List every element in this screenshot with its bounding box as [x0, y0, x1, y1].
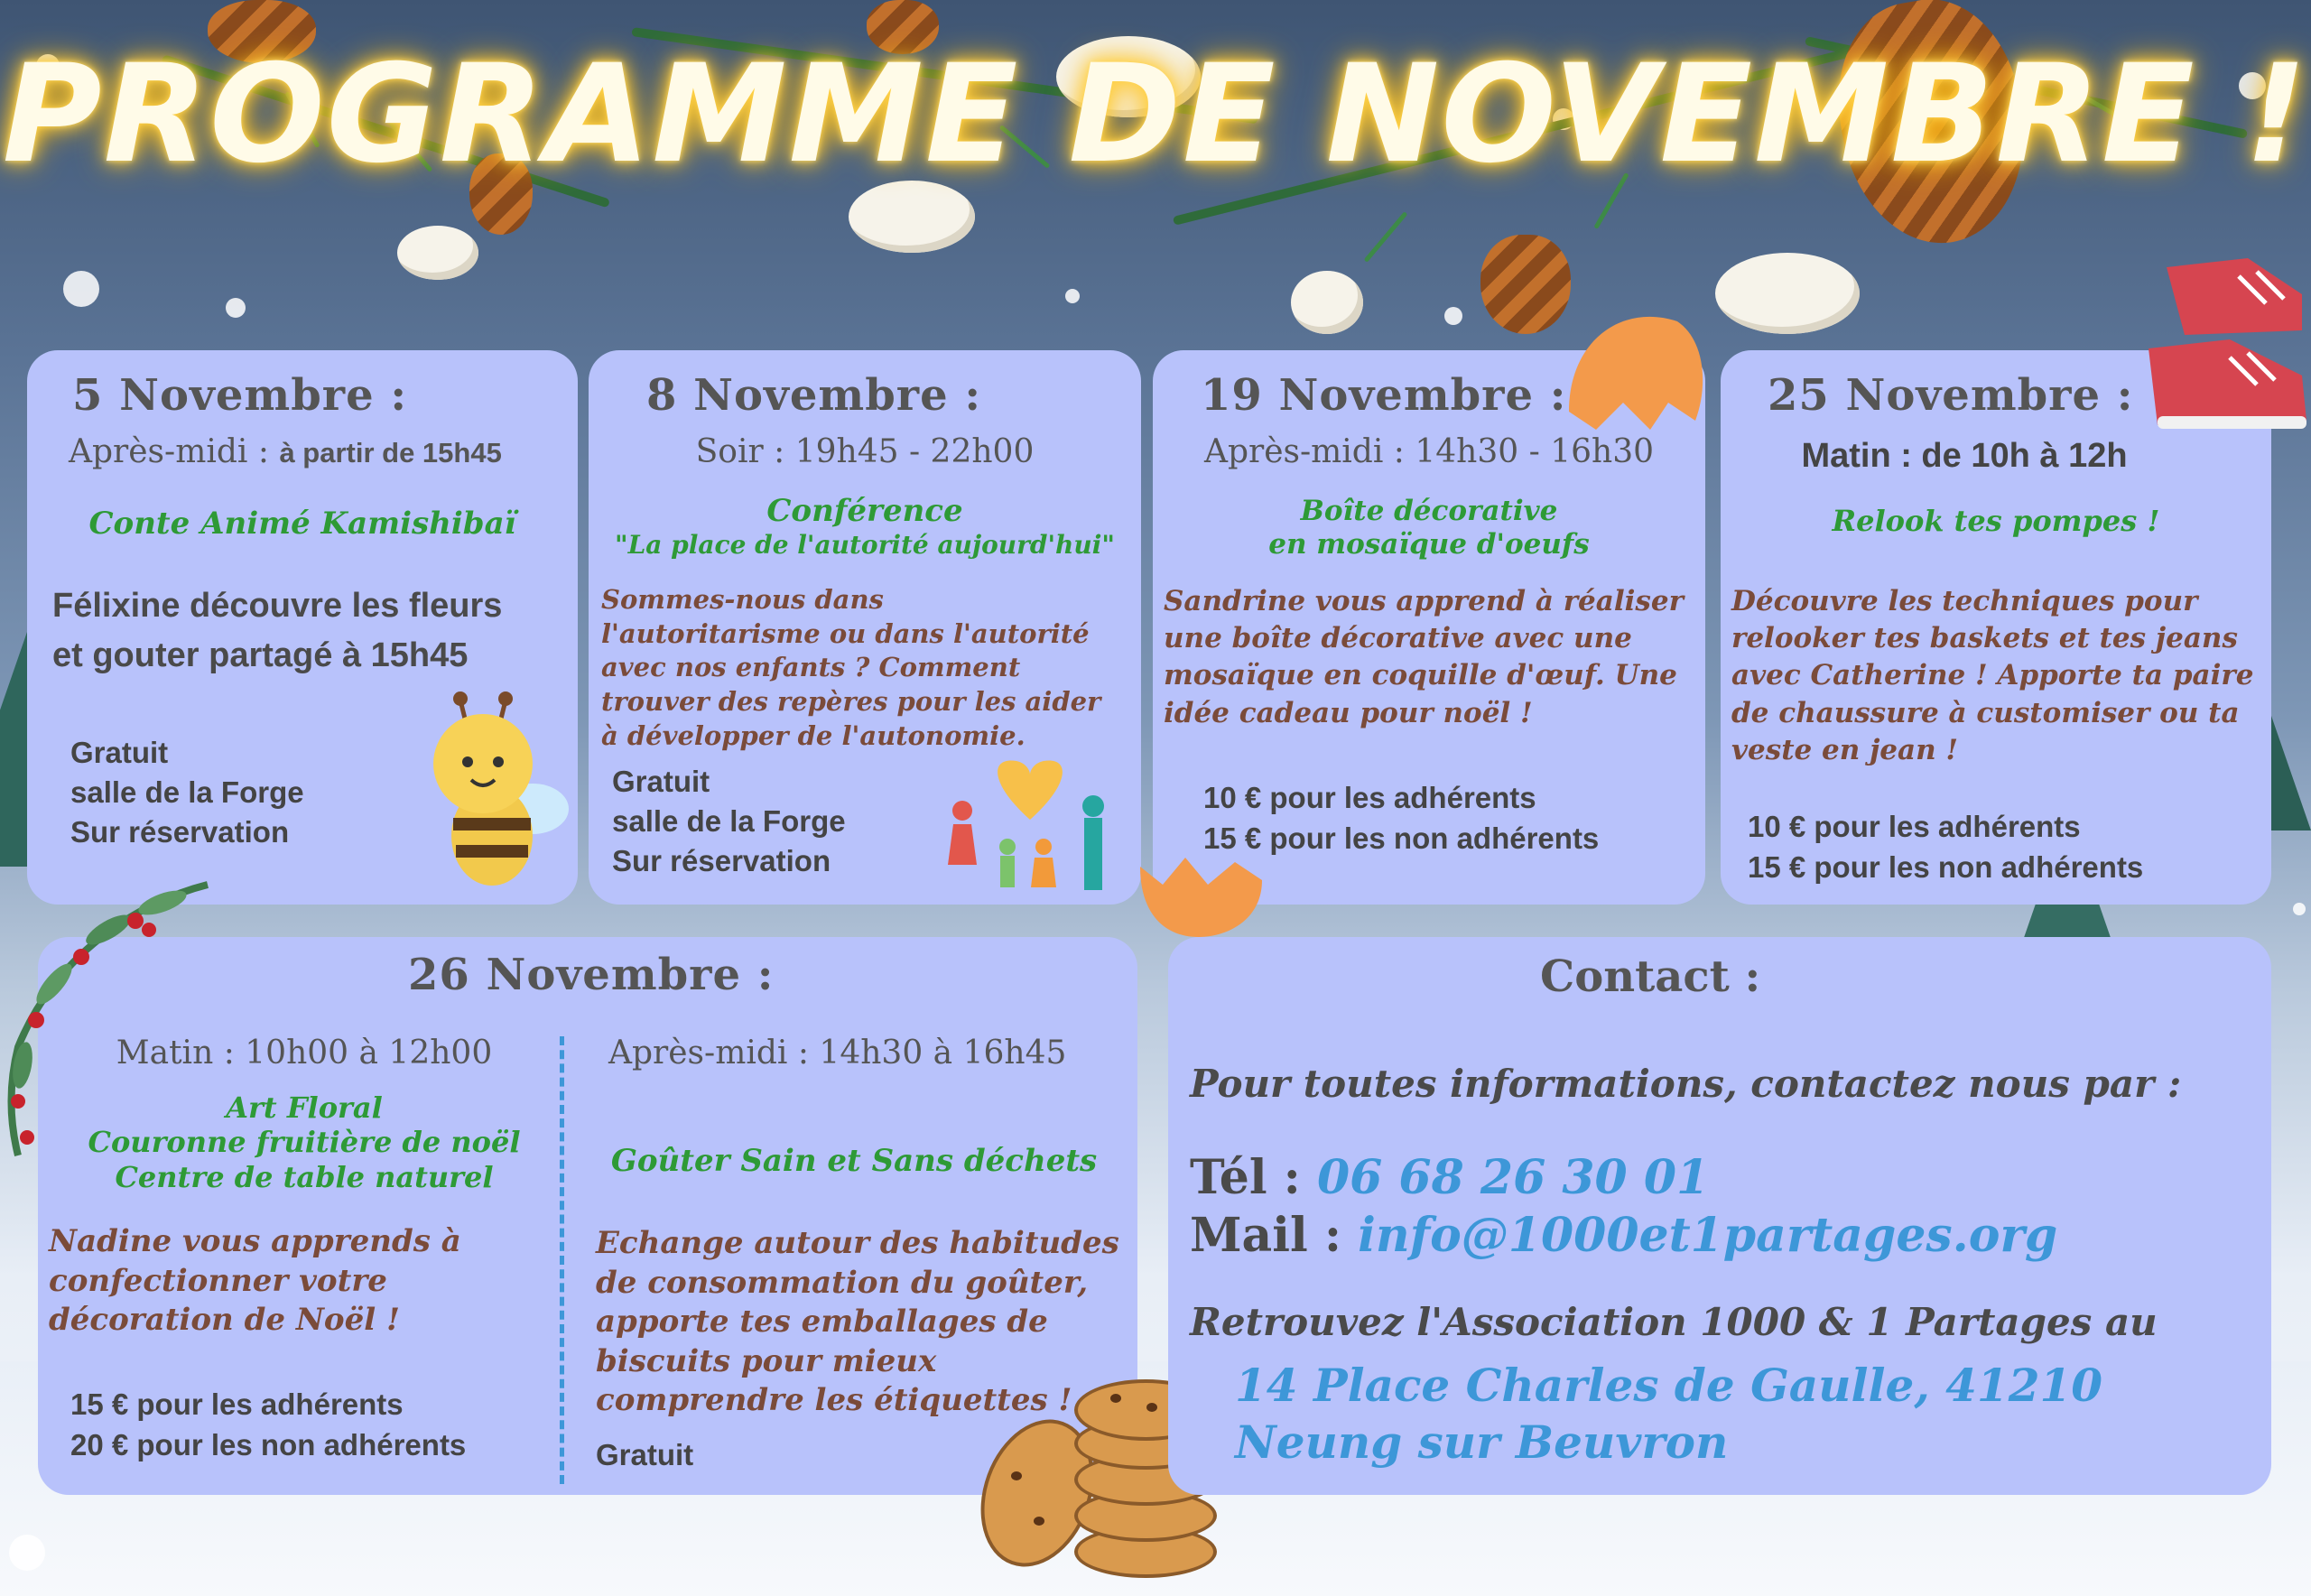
- contact-card: [1168, 937, 2271, 1495]
- event-card-8-nov: [589, 350, 1141, 905]
- description-line: Découvre les techniques pour: [1731, 585, 2198, 617]
- chocolate-chip: [1011, 1471, 1022, 1480]
- description-line: avec nos enfants ? Comment: [601, 652, 1021, 683]
- snow-pile-icon: [1291, 271, 1363, 334]
- activity-line: Couronne fruitière de noël: [88, 1125, 521, 1160]
- afternoon-time: Après-midi : 14h30 à 16h45: [608, 1035, 1067, 1072]
- price-non-member-label: 15 € pour les non adhérents: [1203, 821, 1600, 855]
- activity-line: Centre de table naturel: [115, 1159, 494, 1194]
- activity-line: "La place de l'autorité aujourd'hui": [615, 529, 1115, 560]
- description-line: trouver des repères pour les aider: [601, 686, 1101, 718]
- activity-line: en mosaïque d'oeufs: [1268, 528, 1590, 561]
- description-line: Nadine vous apprends à: [49, 1223, 461, 1259]
- event-description: [601, 583, 1100, 753]
- price-label: Gratuit: [612, 765, 710, 798]
- snowflake-icon: [63, 271, 99, 307]
- event-info: [1748, 807, 2143, 887]
- sneaker-icon: [2130, 249, 2311, 448]
- description-line: Félixine découvre les fleurs: [52, 587, 503, 625]
- family-heart-icon: [935, 756, 1125, 901]
- pine-needle-icon: [1364, 211, 1408, 263]
- description-line: une boîte décorative avec une: [1164, 622, 1632, 655]
- event-time: Matin : de 10h à 12h: [1801, 437, 2128, 475]
- activity-line: Boîte décorative: [1300, 495, 1558, 527]
- event-date: 19 Novembre :: [1201, 370, 1567, 421]
- price-member-label: 15 € pour les adhérents: [70, 1387, 404, 1421]
- event-activity: [589, 493, 1141, 560]
- event-description: [1164, 583, 1684, 732]
- event-time: Soir : 19h45 - 22h00: [695, 433, 1035, 470]
- event-time: Après-midi : 14h30 - 16h30: [1203, 433, 1655, 470]
- contact-title: Contact :: [1540, 951, 1761, 1002]
- snowflake-icon: [2293, 903, 2306, 915]
- price-member-label: 10 € pour les adhérents: [1748, 810, 2081, 843]
- address-line: Neung sur Beuvron: [1235, 1415, 1729, 1469]
- description-line: mosaïque en coquille d'œuf. Une: [1164, 659, 1677, 692]
- address-line: 14 Place Charles de Gaulle, 41210: [1235, 1359, 2103, 1412]
- description-line: apporte tes emballages de: [596, 1304, 1048, 1341]
- eggshell-icon: [1560, 303, 1713, 439]
- mail-label: Mail :: [1190, 1208, 1359, 1263]
- description-line: décoration de Noël !: [49, 1302, 400, 1339]
- chocolate-chip: [1110, 1394, 1121, 1403]
- description-line: avec Catherine ! Apporte ta paire: [1731, 659, 2254, 692]
- contact-address: [1235, 1358, 2102, 1471]
- chocolate-chip: [1146, 1403, 1157, 1412]
- eggshell-icon: [1136, 849, 1271, 939]
- description-line: Echange autour des habitudes: [596, 1225, 1119, 1261]
- description-line: à développer de l'autonomie.: [601, 719, 1026, 751]
- morning-description: [49, 1222, 461, 1341]
- event-activity: Conte Animé Kamishibaï: [88, 506, 516, 542]
- event-info: [612, 762, 846, 882]
- event-activity: [1153, 495, 1705, 561]
- snowflake-icon: [9, 1535, 45, 1571]
- price-non-member-label: 20 € pour les non adhérents: [70, 1427, 467, 1461]
- event-date: 5 Novembre :: [72, 370, 408, 421]
- reservation-label: Sur réservation: [612, 844, 831, 878]
- description-line: l'autoritarisme ou dans l'autorité: [601, 617, 1090, 649]
- description-line: de consommation du goûter,: [596, 1264, 1089, 1301]
- reservation-label: Sur réservation: [70, 815, 290, 849]
- phone-number-link[interactable]: 06 68 26 30 01: [1316, 1150, 1710, 1205]
- description-line: comprendre les étiquettes !: [596, 1382, 1072, 1419]
- morning-time: Matin : 10h00 à 12h00: [116, 1035, 493, 1072]
- afternoon-info: [596, 1435, 693, 1476]
- description-line: confectionner votre: [49, 1262, 387, 1299]
- description-line: Sommes-nous dans: [601, 584, 884, 615]
- description-line: relooker tes baskets et tes jeans: [1731, 622, 2238, 655]
- chocolate-chip: [1034, 1517, 1044, 1526]
- description-line: de chaussure à customiser ou ta: [1731, 696, 2240, 729]
- activity-line: Art Floral: [226, 1090, 383, 1125]
- description-line: Sandrine vous apprend à réaliser: [1164, 585, 1684, 617]
- event-date: 26 Novembre :: [408, 950, 775, 1000]
- snow-pile-icon: [397, 226, 478, 280]
- dashed-divider: [560, 1036, 564, 1484]
- snowflake-icon: [1444, 307, 1462, 325]
- event-info: [70, 733, 304, 853]
- snowflake-icon: [1065, 289, 1080, 303]
- event-time: [69, 433, 502, 470]
- event-date: 8 Novembre :: [646, 370, 982, 421]
- price-non-member-label: 15 € pour les non adhérents: [1748, 849, 2144, 884]
- contact-mail-row: [1190, 1208, 2057, 1263]
- pinecone-icon: [1480, 235, 1571, 334]
- activity-line: Conférence: [766, 493, 963, 529]
- holly-garland-icon: [0, 867, 217, 1165]
- price-label: Gratuit: [70, 736, 169, 769]
- event-time-suffix: à partir de 15h45: [279, 437, 502, 469]
- description-line: biscuits pour mieux: [596, 1342, 937, 1379]
- price-label: Gratuit: [596, 1438, 694, 1471]
- event-card-5-nov: [27, 350, 578, 905]
- event-activity: Relook tes pompes !: [1832, 504, 2160, 538]
- event-description: [52, 581, 502, 681]
- afternoon-activity: Goûter Sain et Sans déchets: [610, 1143, 1098, 1179]
- email-link[interactable]: info@1000et1partages.org: [1358, 1208, 2058, 1263]
- description-line: veste en jean !: [1731, 733, 1959, 766]
- contact-find-us: Retrouvez l'Association 1000 & 1 Partages au: [1190, 1300, 2158, 1344]
- phone-label: Tél :: [1190, 1150, 1317, 1205]
- location-label: salle de la Forge: [612, 804, 846, 839]
- description-line: idée cadeau pour noël !: [1164, 696, 1533, 729]
- bee-icon: [406, 682, 569, 890]
- location-label: salle de la Forge: [70, 775, 304, 810]
- snow-pile-icon: [1715, 253, 1860, 334]
- snowflake-icon: [226, 298, 246, 318]
- event-info: [1203, 778, 1599, 858]
- page-title: PROGRAMME DE NOVEMBRE !: [2, 36, 2309, 193]
- description-line: et gouter partagé à 15h45: [52, 636, 469, 675]
- morning-info: [70, 1385, 466, 1465]
- event-description: [1731, 583, 2253, 769]
- event-time-prefix: Après-midi :: [69, 433, 269, 470]
- contact-phone-row: [1190, 1150, 1709, 1205]
- event-date: 25 Novembre :: [1768, 370, 2134, 421]
- price-member-label: 10 € pour les adhérents: [1203, 781, 1536, 814]
- contact-intro: Pour toutes informations, contactez nous par :: [1190, 1062, 2182, 1106]
